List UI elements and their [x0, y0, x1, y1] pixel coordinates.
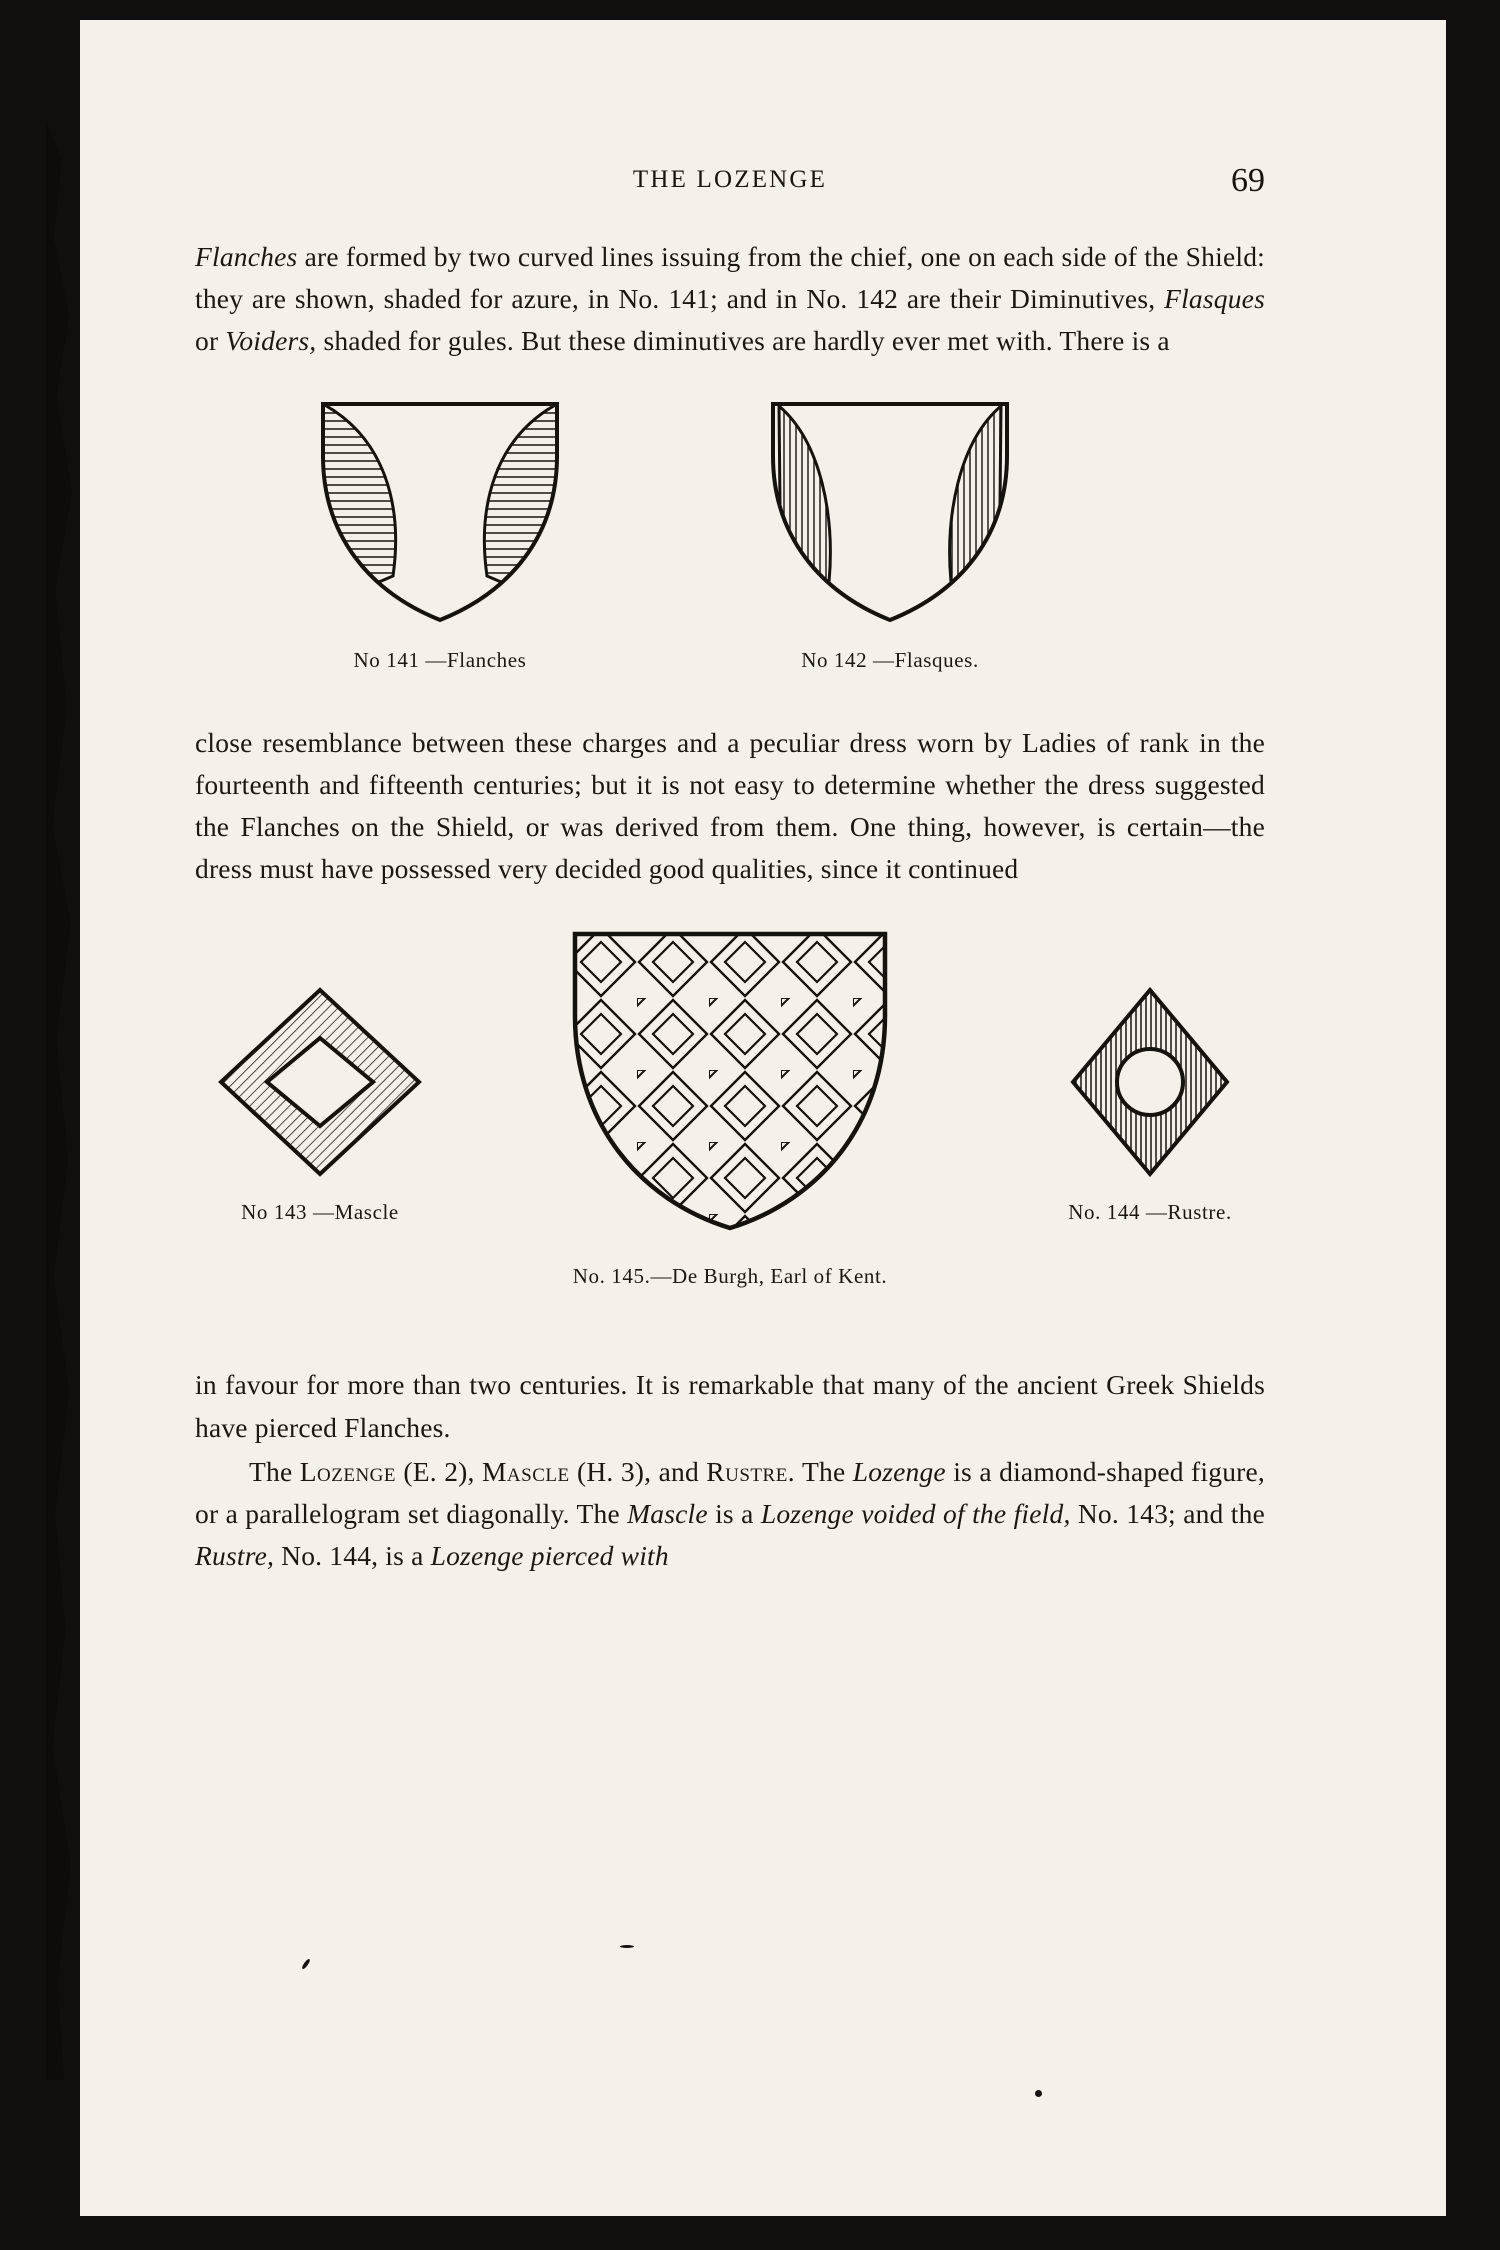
running-head: [195, 162, 1265, 212]
flanches-shield-drawing: [315, 396, 565, 626]
figure-row-flanches: [195, 396, 1265, 696]
figure-142: [765, 396, 1015, 673]
scan-edge-left: [0, 0, 80, 2250]
scan-speck: [1035, 2090, 1042, 2097]
text-run: is a diamond-shaped figure, or a parallelogram set diagonally. The: [195, 1455, 1265, 1529]
text-run: close resemblance between these charges and a peculiar dress worn by Ladies of rank in the fourteenth and fifteenth centuries; but it is not easy to determine whether the dress suggested the Flanches on the Shield, or was derived from them. One thing, however, is certain—the dress must have possessed very decided good qualities, since it continued: [195, 727, 1265, 885]
figure-145: [535, 926, 925, 1289]
text-run: Mascle: [627, 1497, 708, 1529]
figure-143-caption: No 143 —Mascle: [241, 1200, 399, 1225]
running-head-title: THE LOZENGE: [632, 166, 828, 193]
text-run: The: [249, 1455, 300, 1487]
text-run: Voiders,: [225, 325, 317, 357]
figure-144: [1035, 982, 1265, 1225]
text-run: Lozenge voided of the field,: [760, 1497, 1071, 1529]
paragraph-4: [195, 1451, 1265, 1577]
figure-row-lozenges: [195, 926, 1265, 1346]
page-content: [195, 162, 1265, 1577]
scan-edge-top: [0, 0, 1500, 20]
figure-142-caption: No 142 —Flasques.: [801, 648, 979, 673]
text-run: (E. 2),: [396, 1455, 482, 1487]
text-run: in favour for more than two centuries. It is remarkable that many of the ancient Greek Shields have pierced Flanches.: [195, 1369, 1265, 1443]
de-burgh-shield-drawing: [565, 926, 895, 1236]
scan-speck: [620, 1945, 634, 1948]
book-page: [60, 16, 1450, 2226]
scan-edge-bottom: [0, 2216, 1500, 2250]
text-run: Flanches: [195, 241, 298, 272]
figure-141: [315, 396, 565, 673]
text-run: Rustre,: [195, 1539, 275, 1571]
flasques-shield-drawing: [765, 396, 1015, 626]
text-run: Flasques: [1164, 283, 1265, 315]
figure-143: [205, 982, 435, 1225]
text-run: The: [795, 1455, 853, 1487]
paragraph-1: [195, 236, 1265, 362]
figure-141-caption: No 141 —Flanches: [353, 648, 527, 673]
text-run: Lozenge pierced with: [430, 1539, 669, 1571]
text-run: Mascle: [481, 1455, 570, 1487]
page-number: 69: [1231, 162, 1265, 199]
text-run: shaded for gules. But these diminutives are hardly ever met with. There is a: [316, 325, 1170, 357]
text-run: are formed by two curved lines issuing from the chief, one on each side of the Shield: they are shown, shaded for azure, in No. 141; and in No. 142 are their Diminutives,: [195, 241, 1265, 315]
text-run: or: [195, 325, 226, 357]
rustre-drawing: [1055, 982, 1245, 1182]
scan-edge-right: [1446, 0, 1500, 2250]
text-run: Lozenge: [852, 1455, 946, 1487]
text-run: is a: [707, 1497, 761, 1529]
text-run: (H. 3), and: [569, 1455, 707, 1487]
paragraph-3: [195, 1364, 1265, 1448]
text-run: No. 143; and the: [1070, 1497, 1265, 1529]
mascle-drawing: [205, 982, 435, 1182]
paragraph-2: [195, 722, 1265, 890]
text-run: Rustre.: [706, 1455, 796, 1487]
figure-145-caption: No. 145.—De Burgh, Earl of Kent.: [572, 1264, 888, 1289]
figure-144-caption: No. 144 —Rustre.: [1068, 1200, 1232, 1225]
text-run: No. 144, is a: [274, 1539, 431, 1571]
text-run: Lozenge: [299, 1455, 397, 1487]
